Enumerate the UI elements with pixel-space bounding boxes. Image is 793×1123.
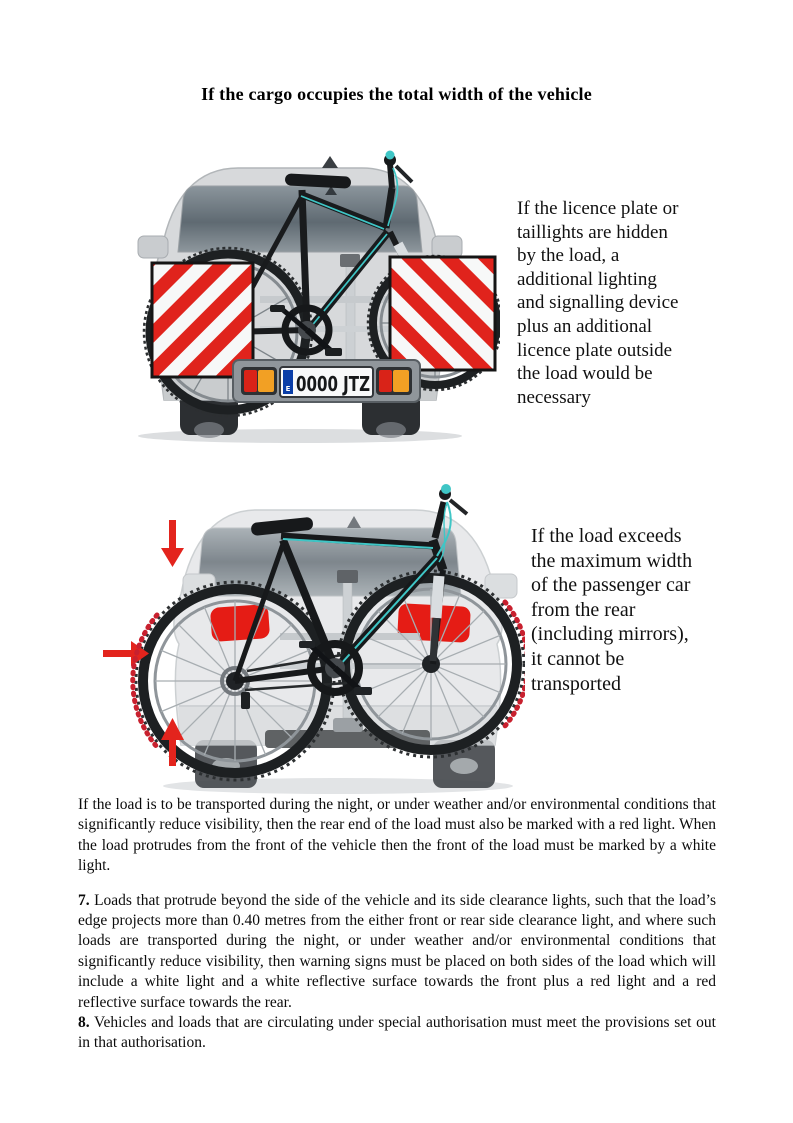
down-arrow-icon [161,520,184,567]
caption-line: of the passenger car [531,574,691,597]
caption-line: and signalling device [517,292,679,314]
page-title: If the cargo occupies the total width of the vehicle [201,84,592,104]
left-taillight [241,367,277,395]
caption-line: it cannot be [531,647,625,670]
paragraph-7 [78,891,716,1013]
paragraph-text: Vehicles and loads that are circulating under special authorisation must meet the provisions set out in that authorisation. [78,1014,716,1052]
caption-line: taillights are hidden [517,221,668,243]
caption-line: transported [531,672,621,695]
caption-licence-plate-hidden [517,197,722,409]
plate-number: 0000 JTZ [296,372,370,396]
caption-line: from the rear [531,598,636,621]
caption-line: the load would be [517,363,653,385]
caption-line: (including mirrors), [531,623,689,646]
paragraph-number: 7. [78,891,90,909]
figure-cargo-full-width [100,148,500,443]
handlebar-grip [386,151,395,160]
caption-line: licence plate outside [517,339,673,361]
car-rear-warning-panels-illustration [100,148,500,443]
caption-line: additional lighting [517,268,657,290]
caption-line: plus an additional [517,315,653,337]
right-mirror [485,574,517,598]
body-paragraphs [78,795,716,1054]
caption-load-exceeds-width [531,524,746,696]
caption-line: by the load, a [517,245,620,267]
paragraph-text: If the load is to be transported during the night, or under weather and/or environmental conditions that significantly reduce visibility, then the rear end of the load must also be marked with a red light. When the load protrudes from the front of the vehicle then the front of the load must be marked by a white light. [78,796,716,875]
car-rear-bike-width-illustration [95,478,525,808]
paragraph-number: 8. [78,1014,90,1032]
paragraph-8 [78,1013,716,1054]
right-taillight [376,367,412,395]
plate-country-letter: E [285,385,291,393]
right-mirror [432,236,462,258]
caption-line: necessary [517,386,591,408]
left-mirror [138,236,168,258]
paragraph-text: Loads that protrude beyond the side of the vehicle and its side clearance lights, such that the load’s edge projects more than 0.40 metres from the either front or rear side clearance light, and where such loads are transported during the night, or under weather and/or environmental conditions that significantly reduce visibility, then warning signs must be placed on both sides of the load which will include a white light and a white reflective surface towards the front plus a red light and a red reflective surface towards the rear. [78,891,716,1011]
roof-fin-icon [322,156,338,168]
caption-line: If the load exceeds [531,525,682,547]
license-plate-bar [233,360,420,402]
license-plate [280,367,373,397]
figure-load-exceeds-width [95,478,525,808]
caption-line: If the licence plate or [517,198,679,219]
paragraph-night-visibility [78,795,716,877]
handlebar-grip [441,484,451,494]
caption-line: the maximum width [531,549,693,572]
warning-panel-right [390,257,495,370]
